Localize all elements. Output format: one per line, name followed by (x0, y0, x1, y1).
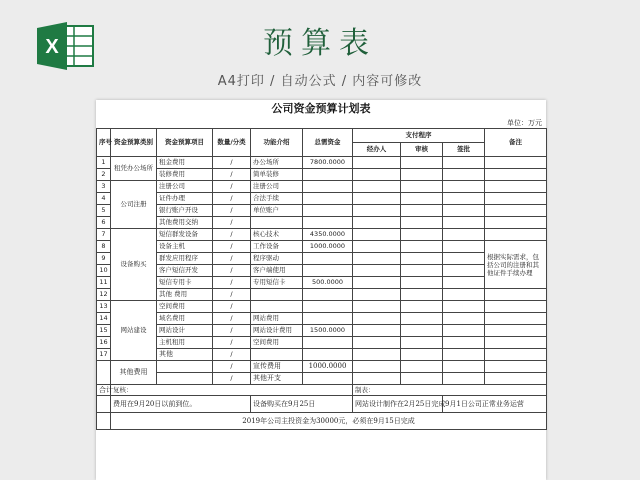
col-review: 审核 (401, 143, 443, 157)
table-row (97, 349, 547, 361)
budget-table (96, 128, 547, 430)
cell-item: 银行账户开设 (157, 205, 213, 217)
cell-qty: / (213, 289, 251, 301)
cell-category: 其他费用 (111, 361, 157, 385)
cell-total: 500.0000 (303, 277, 353, 289)
cell-total (303, 217, 353, 229)
table-row (97, 217, 547, 229)
table-row (97, 277, 547, 289)
cell-total: 1500.0000 (303, 325, 353, 337)
cell-total (303, 265, 353, 277)
cell-qty: / (213, 349, 251, 361)
table-body (97, 157, 547, 430)
table-row (97, 361, 547, 373)
cell-item: 租金费用 (157, 157, 213, 169)
table-row (97, 169, 547, 181)
cell-item: 空间费用 (157, 301, 213, 313)
cell-qty: / (213, 253, 251, 265)
cell-seq: 12 (97, 289, 111, 301)
cell-category: 设备购买 (111, 229, 157, 301)
cell-func: 核心技术 (251, 229, 303, 241)
note-4: 9月1日公司正常业务运营 (443, 396, 547, 413)
table-row (97, 181, 547, 193)
table-row (97, 205, 547, 217)
cell-item: 其他 费用 (157, 289, 213, 301)
cell-seq: 8 (97, 241, 111, 253)
page-subtitle: A4打印 / 自动公式 / 内容可修改 (217, 74, 423, 89)
cell-seq: 11 (97, 277, 111, 289)
cell-total (303, 373, 353, 385)
cell-seq: 13 (97, 301, 111, 313)
cell-func: 专用短信卡 (251, 277, 303, 289)
table-row (97, 229, 547, 241)
cell-seq: 5 (97, 205, 111, 217)
cell-category: 公司注册 (111, 181, 157, 229)
cell-seq: 14 (97, 313, 111, 325)
cell-func (251, 217, 303, 229)
col-item: 资金预算项目 (157, 129, 213, 157)
col-seq: 序号 (97, 129, 111, 157)
cell-total (303, 349, 353, 361)
cell-qty: / (213, 361, 251, 373)
cell-seq: 7 (97, 229, 111, 241)
sheet-title: 公司资金预算计划表 (271, 102, 371, 115)
cell-func (251, 289, 303, 301)
cell-category: 网站建设 (111, 301, 157, 361)
cell-seq: 4 (97, 193, 111, 205)
cell-item: 其他 (157, 349, 213, 361)
cell-total: 1000.0000 (303, 361, 353, 373)
cell-item: 短信群发设备 (157, 229, 213, 241)
col-handler: 经办人 (353, 143, 401, 157)
cell-item: 注册公司 (157, 181, 213, 193)
spreadsheet-preview (96, 100, 546, 480)
cell-qty: / (213, 217, 251, 229)
cell-item: 其他费用交纳 (157, 217, 213, 229)
cell-total (303, 253, 353, 265)
cell-seq: 6 (97, 217, 111, 229)
cell-qty: / (213, 325, 251, 337)
review-label: 复核： (111, 385, 353, 396)
cell-total: 4350.0000 (303, 229, 353, 241)
col-sign: 签批 (443, 143, 485, 157)
col-remark: 备注 (485, 129, 547, 157)
cell-item: 主机租用 (157, 337, 213, 349)
cell-func: 工作设备 (251, 241, 303, 253)
cell-func: 其他开支 (251, 373, 303, 385)
table-row (97, 313, 547, 325)
cell-func: 合法手续 (251, 193, 303, 205)
cell-qty: / (213, 241, 251, 253)
total-row (97, 385, 547, 396)
note-1: 费用在9月20日以前到位。 (111, 396, 251, 413)
cell-item: 短信专用卡 (157, 277, 213, 289)
cell-qty: / (213, 277, 251, 289)
col-category: 资金预算类别 (111, 129, 157, 157)
unit-label: 单位：万元 (507, 119, 542, 127)
cell-seq: 3 (97, 181, 111, 193)
note-2: 设备购买在9月25日 (251, 396, 353, 413)
cell-total (303, 169, 353, 181)
cell-func: 简单装修 (251, 169, 303, 181)
cell-qty: / (213, 169, 251, 181)
cell-qty: / (213, 229, 251, 241)
cell-func: 注册公司 (251, 181, 303, 193)
table-row (97, 157, 547, 169)
cell-func: 网站设计费用 (251, 325, 303, 337)
cell-seq: 15 (97, 325, 111, 337)
table-row (97, 325, 547, 337)
cell-qty: / (213, 205, 251, 217)
cell-item: 域名费用 (157, 313, 213, 325)
cell-seq: 2 (97, 169, 111, 181)
cell-total (303, 205, 353, 217)
cell-total: 7800.0000 (303, 157, 353, 169)
col-func: 功能介绍 (251, 129, 303, 157)
cell-seq: 16 (97, 337, 111, 349)
cell-item: 装修费用 (157, 169, 213, 181)
prepared-label: 制表： (353, 385, 547, 396)
cell-total: 1000.0000 (303, 241, 353, 253)
col-payment: 支付程序 (353, 129, 485, 143)
cell-item: 证件办理 (157, 193, 213, 205)
cell-item (157, 373, 213, 385)
cell-seq: 17 (97, 349, 111, 361)
cell-seq (97, 361, 111, 385)
table-row (97, 265, 547, 277)
cell-func: 客户端使用 (251, 265, 303, 277)
cell-item: 网站设计 (157, 325, 213, 337)
cell-func: 单位账户 (251, 205, 303, 217)
cell-qty: / (213, 373, 251, 385)
table-header (97, 129, 547, 157)
cell-total (303, 193, 353, 205)
cell-total (303, 289, 353, 301)
cell-total (303, 181, 353, 193)
cell-seq: 9 (97, 253, 111, 265)
cell-item: 设备主机 (157, 241, 213, 253)
cell-qty: / (213, 181, 251, 193)
cell-qty: / (213, 265, 251, 277)
cell-func: 程序驱动 (251, 253, 303, 265)
cell-qty: / (213, 301, 251, 313)
cell-func: 网站费用 (251, 313, 303, 325)
cell-total (303, 337, 353, 349)
cell-qty: / (213, 157, 251, 169)
cell-func (251, 301, 303, 313)
cell-func: 办公场所 (251, 157, 303, 169)
cell-qty: / (213, 193, 251, 205)
cell-seq: 10 (97, 265, 111, 277)
footer-note: 2019年公司主投资金为30000元，必须在9月15日完成 (111, 413, 547, 430)
cell-item: 群发应用程序 (157, 253, 213, 265)
cell-func (251, 349, 303, 361)
cell-total (303, 301, 353, 313)
col-qty: 数量/分类 (213, 129, 251, 157)
notes-row (97, 396, 547, 413)
cell-item (157, 361, 213, 373)
table-row (97, 373, 547, 385)
cell-remark: 根据实际需求，包括公司的注册和其他证件手续办理 (485, 241, 547, 289)
cell-total (303, 313, 353, 325)
cell-func: 宣传费用 (251, 361, 303, 373)
table-row (97, 253, 547, 265)
note-3: 网站设计制作在2月25日完成 (353, 396, 443, 413)
table-row (97, 241, 547, 253)
cell-item: 客户短信开发 (157, 265, 213, 277)
table-row (97, 289, 547, 301)
col-total: 总需资金 (303, 129, 353, 157)
cell-seq: 1 (97, 157, 111, 169)
table-row (97, 301, 547, 313)
cell-func: 空间费用 (251, 337, 303, 349)
footer-note-row (97, 413, 547, 430)
table-row (97, 193, 547, 205)
total-label: 合计 (97, 385, 111, 396)
table-row (97, 337, 547, 349)
cell-qty: / (213, 313, 251, 325)
page-title: 预算表 (263, 26, 377, 61)
cell-qty: / (213, 337, 251, 349)
cell-category: 租凭办公场所 (111, 157, 157, 181)
logo-letter: X (45, 36, 59, 58)
